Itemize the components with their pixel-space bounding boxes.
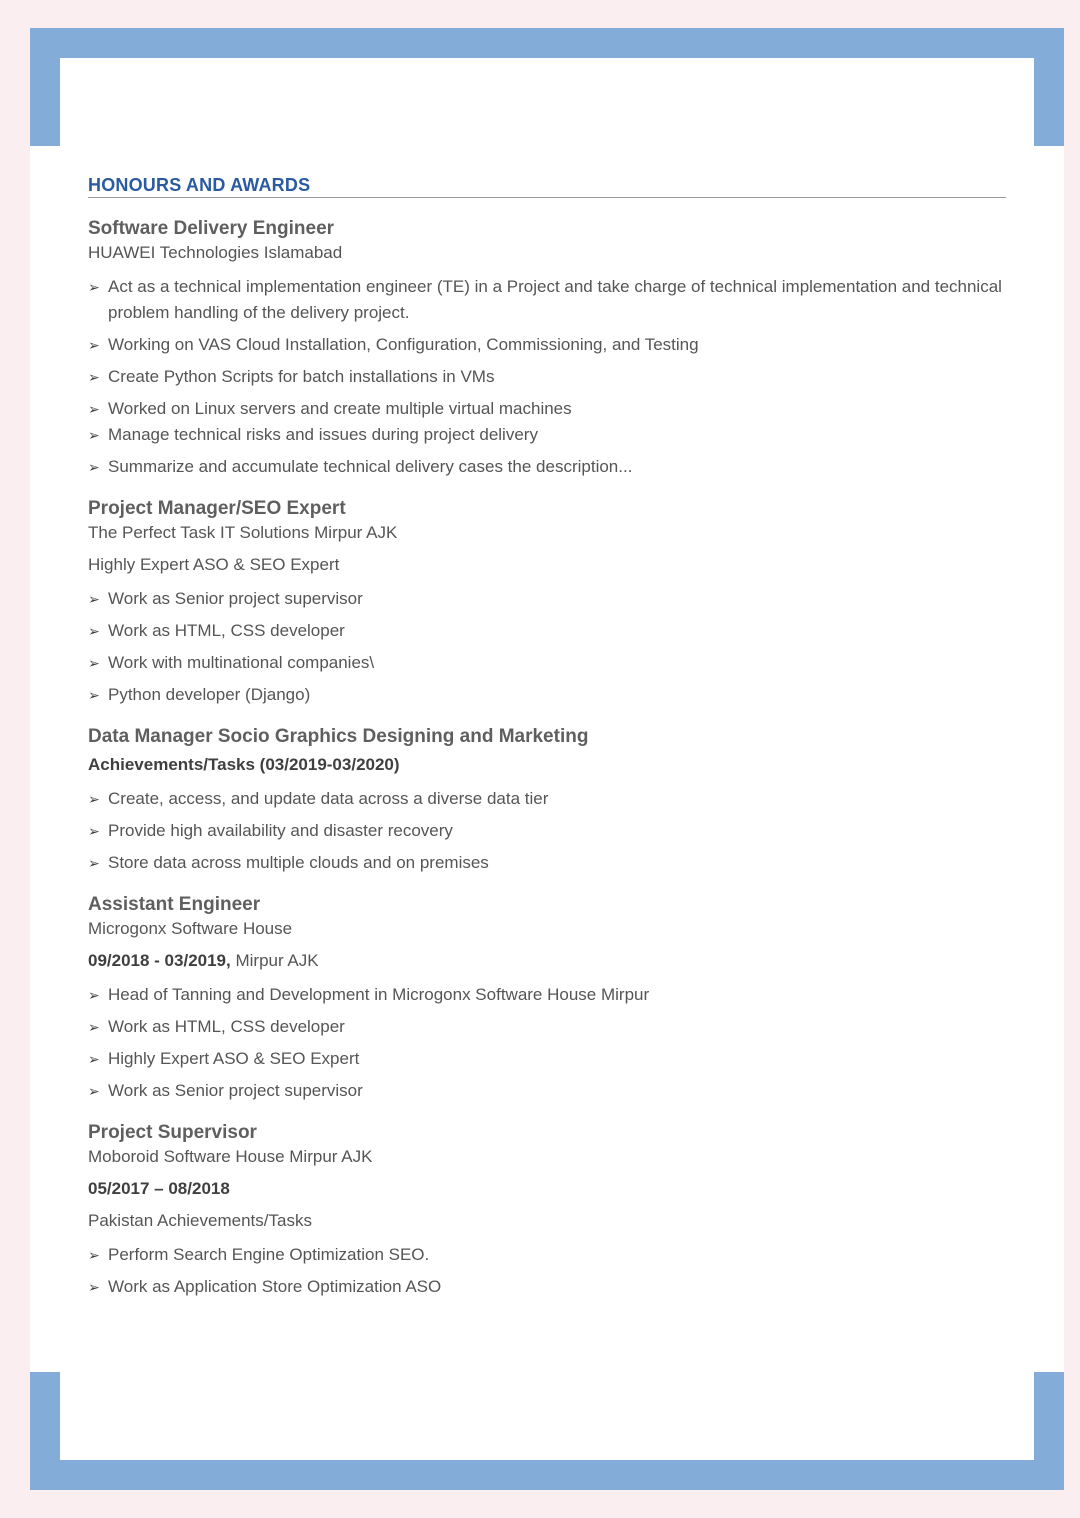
list-item (88, 618, 1006, 644)
job-entry (88, 892, 1006, 1104)
frame-bottom-bar (30, 1460, 1064, 1490)
list-item (88, 364, 1006, 390)
list-item (88, 422, 1006, 448)
list-item (88, 786, 1006, 812)
job-title: Assistant Engineer (88, 894, 261, 915)
bullet-text: Create, access, and update data across a diverse data tier (108, 789, 549, 808)
job-subline: Pakistan Achievements/Tasks (88, 1211, 312, 1230)
arrowhead-bullet-icon: ➢ (88, 791, 100, 807)
frame-top-right-corner (1034, 28, 1064, 146)
list-item (88, 818, 1006, 844)
arrowhead-bullet-icon: ➢ (88, 1019, 100, 1035)
list-item (88, 1046, 1006, 1072)
bullet-list (88, 982, 1006, 1104)
list-item (88, 650, 1006, 676)
bullet-list (88, 786, 1006, 876)
arrowhead-bullet-icon: ➢ (88, 591, 100, 607)
job-entry (88, 496, 1006, 708)
arrowhead-bullet-icon: ➢ (88, 855, 100, 871)
section-title: HONOURS AND AWARDS (88, 174, 1006, 198)
list-item (88, 1274, 1006, 1300)
arrowhead-bullet-icon: ➢ (88, 459, 100, 475)
job-location: Mirpur AJK (235, 951, 319, 970)
bullet-text: Perform Search Engine Optimization SEO. (108, 1245, 430, 1264)
list-item (88, 454, 1006, 480)
job-title: Project Manager/SEO Expert (88, 498, 346, 519)
frame-bottom-left-corner (30, 1372, 60, 1490)
arrowhead-bullet-icon: ➢ (88, 1279, 100, 1295)
bullet-text: Work as Senior project supervisor (108, 589, 363, 608)
arrowhead-bullet-icon: ➢ (88, 623, 100, 639)
company-name: HUAWEI Technologies Islamabad (88, 243, 343, 262)
achievements-heading: Achievements/Tasks (03/2019-03/2020) (88, 755, 400, 774)
bullet-text: Work as Application Store Optimization ASO (108, 1277, 442, 1296)
bullet-list (88, 586, 1006, 708)
company-name: Microgonx Software House (88, 919, 293, 938)
list-item (88, 1242, 1006, 1268)
bullet-text: Work as HTML, CSS developer (108, 1017, 345, 1036)
job-entry (88, 216, 1006, 480)
job-dates-line (88, 950, 1006, 972)
arrowhead-bullet-icon: ➢ (88, 687, 100, 703)
job-subline: Highly Expert ASO & SEO Expert (88, 555, 340, 574)
bullet-text: Manage technical risks and issues during project delivery (108, 425, 538, 444)
bullet-list (88, 1242, 1006, 1300)
arrowhead-bullet-icon: ➢ (88, 1247, 100, 1263)
resume-content (88, 174, 1006, 1316)
bullet-text: Working on VAS Cloud Installation, Configuration, Commissioning, and Testing (108, 335, 699, 354)
frame-top-left-corner (30, 28, 60, 146)
bullet-text: Head of Tanning and Development in Microgonx Software House Mirpur (108, 985, 650, 1004)
list-item (88, 850, 1006, 876)
bullet-text: Act as a technical implementation engineer (TE) in a Project and take charge of technical implementation and technical problem handling of the delivery project. (108, 277, 1002, 322)
bullet-text: Store data across multiple clouds and on premises (108, 853, 489, 872)
company-name: Moboroid Software House Mirpur AJK (88, 1147, 373, 1166)
arrowhead-bullet-icon: ➢ (88, 1051, 100, 1067)
job-dates: 05/2017 – 08/2018 (88, 1179, 230, 1198)
bullet-text: Python developer (Django) (108, 685, 311, 704)
job-title: Software Delivery Engineer (88, 218, 335, 239)
bullet-text: Summarize and accumulate technical delivery cases the description... (108, 457, 633, 476)
job-title: Project Supervisor (88, 1122, 257, 1143)
arrowhead-bullet-icon: ➢ (88, 337, 100, 353)
bullet-text: Work as HTML, CSS developer (108, 621, 345, 640)
list-item (88, 982, 1006, 1008)
job-entry (88, 1120, 1006, 1300)
bullet-list (88, 274, 1006, 480)
arrowhead-bullet-icon: ➢ (88, 427, 100, 443)
resume-page (30, 28, 1064, 1490)
bullet-text: Work with multinational companies\ (108, 653, 375, 672)
list-item (88, 332, 1006, 358)
list-item (88, 1078, 1006, 1104)
frame-bottom-right-corner (1034, 1372, 1064, 1490)
company-name: The Perfect Task IT Solutions Mirpur AJK (88, 523, 398, 542)
bullet-text: Worked on Linux servers and create multiple virtual machines (108, 399, 572, 418)
arrowhead-bullet-icon: ➢ (88, 279, 100, 295)
frame-top-bar (30, 28, 1064, 58)
arrowhead-bullet-icon: ➢ (88, 401, 100, 417)
arrowhead-bullet-icon: ➢ (88, 823, 100, 839)
bullet-text: Provide high availability and disaster recovery (108, 821, 453, 840)
list-item (88, 1014, 1006, 1040)
list-item (88, 396, 1006, 422)
list-item (88, 682, 1006, 708)
list-item (88, 586, 1006, 612)
list-item (88, 274, 1006, 326)
job-title: Data Manager Socio Graphics Designing and Marketing (88, 726, 589, 747)
bullet-text: Work as Senior project supervisor (108, 1081, 363, 1100)
arrowhead-bullet-icon: ➢ (88, 655, 100, 671)
bullet-text: Create Python Scripts for batch installations in VMs (108, 367, 495, 386)
bullet-text: Highly Expert ASO & SEO Expert (108, 1049, 360, 1068)
job-dates: 09/2018 - 03/2019, (88, 951, 231, 970)
arrowhead-bullet-icon: ➢ (88, 1083, 100, 1099)
arrowhead-bullet-icon: ➢ (88, 987, 100, 1003)
job-entry (88, 724, 1006, 876)
arrowhead-bullet-icon: ➢ (88, 369, 100, 385)
